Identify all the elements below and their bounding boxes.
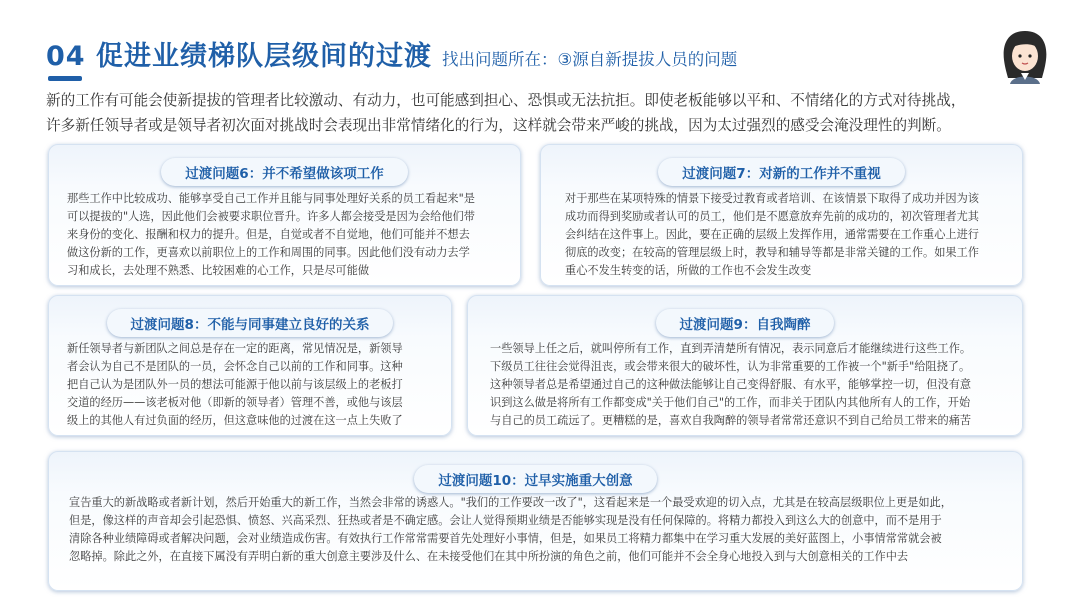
card-transition-issue-6 — [48, 144, 521, 286]
card-line: 交道的经历——该老板对他（即新的领导者）管理不善，或他与该层 — [67, 396, 403, 409]
card-title: 过渡问题10：过早实施重大创意 — [414, 465, 656, 493]
card-line: 彻底的改变；在较高的管理层级上时，教导和辅导等都是非常关键的工作。如果工作 — [565, 246, 979, 259]
card-title: 过渡问题7：对新的工作并不重视 — [658, 158, 904, 186]
card-body — [67, 340, 403, 430]
card-line: 重心不发生转变的话，所做的工作也不会发生改变 — [565, 264, 812, 277]
card-body — [565, 190, 979, 280]
page-title: 04 促进业绩梯队层级间的过渡 — [46, 41, 432, 72]
card-transition-issue-9 — [467, 295, 1023, 436]
title-underline — [48, 76, 82, 81]
card-line: 成功而得到奖励或者认可的员工，他们是不愿意放弃先前的成功的，初次管理者尤其 — [565, 210, 979, 223]
card-transition-issue-7 — [540, 144, 1023, 286]
card-line: 一些领导上任之后，就叫停所有工作，直到弄清楚所有情况，表示同意后才能继续进行这些工作。 — [490, 342, 972, 355]
card-line: 下级员工往往会觉得沮丧，或会带来很大的破坏性，认为非常重要的工作被一个"新手"给阻挠了。 — [490, 360, 971, 373]
card-title: 过渡问题9：自我陶醉 — [656, 309, 835, 337]
page-subtitle: 找出问题所在：③源自新提拔人员的问题 — [442, 50, 738, 69]
card-line: 来身份的变化、报酬和权力的提升。但是，自觉或者不自觉地，他们可能并不想去 — [67, 228, 470, 241]
card-line: 者会认为自己不是团队的一员，会怀念自己以前的工作和同事。这种 — [67, 360, 403, 373]
card-line: 但是，像这样的声音却会引起恐惧、愤怒、兴高采烈、狂热或者是不确定感。会让人觉得预期业绩是否能够实现是没有任何保障的。将精力都投入到这么大的创意中，而不是用于 — [69, 514, 942, 527]
card-body — [67, 190, 475, 280]
card-line: 把自己认为是团队外一员的想法可能源于他以前与该层级上的老板打 — [67, 378, 403, 391]
card-body — [490, 340, 971, 430]
card-line: 对于那些在某项特殊的情景下接受过教育或者培训、在该情景下取得了成功并因为该 — [565, 192, 979, 205]
card-line: 新任领导者与新团队之间总是存在一定的距离，常见情况是，新领导 — [67, 342, 403, 355]
woman-avatar-icon — [996, 28, 1054, 84]
card-line: 忽略掉。除此之外，在直接下属没有弄明白新的重大创意主要涉及什么、在未接受他们在其中所扮演的角色之前，他们可能并不会全身心地投入到与大创意相关的工作中去 — [69, 550, 909, 563]
card-line: 级上的其他人有过负面的经历，但这意味他的过渡在这一点上失败了 — [67, 414, 403, 427]
card-line: 清除各种业绩障碍或者解决问题，会对业绩造成伤害。有效执行工作常常需要首先处理好小事情，但是，如果员工将精力都集中在学习重大发展的美好蓝图上，小事情常常就会被 — [69, 532, 942, 545]
card-line: 识到这么做是将所有工作都变成"关于他们自己"的工作，而非关于团队内其他所有人的工作，开始 — [490, 396, 971, 409]
card-body — [69, 494, 952, 566]
card-line: 宣告重大的新战略或者新计划，然后开始重大的新工作，当然会非常的诱惑人。"我们的工作要改一改了"，这看起来是一个最受欢迎的切入点，尤其是在较高层级职位上更是如此， — [69, 496, 952, 509]
card-line: 这种领导者总是希望通过自己的这种做法能够让自己变得舒服、有水平，能够掌控一切，但没有意 — [490, 378, 972, 391]
intro-paragraph — [46, 88, 1036, 138]
card-transition-issue-10 — [48, 451, 1023, 591]
card-line: 与自己的员工疏远了。更糟糕的是，喜欢自我陶醉的领导者常常还意识不到自己给员工带来的痛苦 — [490, 414, 972, 427]
card-title: 过渡问题8：不能与同事建立良好的关系 — [107, 309, 394, 337]
card-line: 可以提拔的"人选，因此他们会被要求职位晋升。许多人都会接受是因为会给他们带 — [67, 210, 475, 223]
card-transition-issue-8 — [48, 295, 452, 436]
intro-line: 新的工作有可能会使新提拔的管理者比较激动、有动力，也可能感到担心、恐惧或无法抗拒。即使老板能够以平和、不情绪化的方式对待挑战， — [46, 92, 966, 109]
card-line: 会纠结在这件事上。因此，要在正确的层级上发挥作用，通常需要在工作重心上进行 — [565, 228, 979, 241]
card-title: 过渡问题6：并不希望做该项工作 — [161, 158, 407, 186]
card-line: 那些工作中比较成功、能够享受自己工作并且能与同事处理好关系的员工看起来"是 — [67, 192, 475, 205]
intro-line: 许多新任领导者或是领导者初次面对挑战时会表现出非常情绪化的行为，这样就会带来严峻的挑战，因为太过强烈的感受会淹没理性的判断。 — [46, 117, 951, 134]
card-line: 做这份新的工作，更喜欢以前职位上的工作和周围的同事。因此他们没有动力去学 — [67, 246, 470, 259]
card-line: 习和成长，去处理不熟悉、比较困难的心工作，只是尽可能做 — [67, 264, 370, 277]
